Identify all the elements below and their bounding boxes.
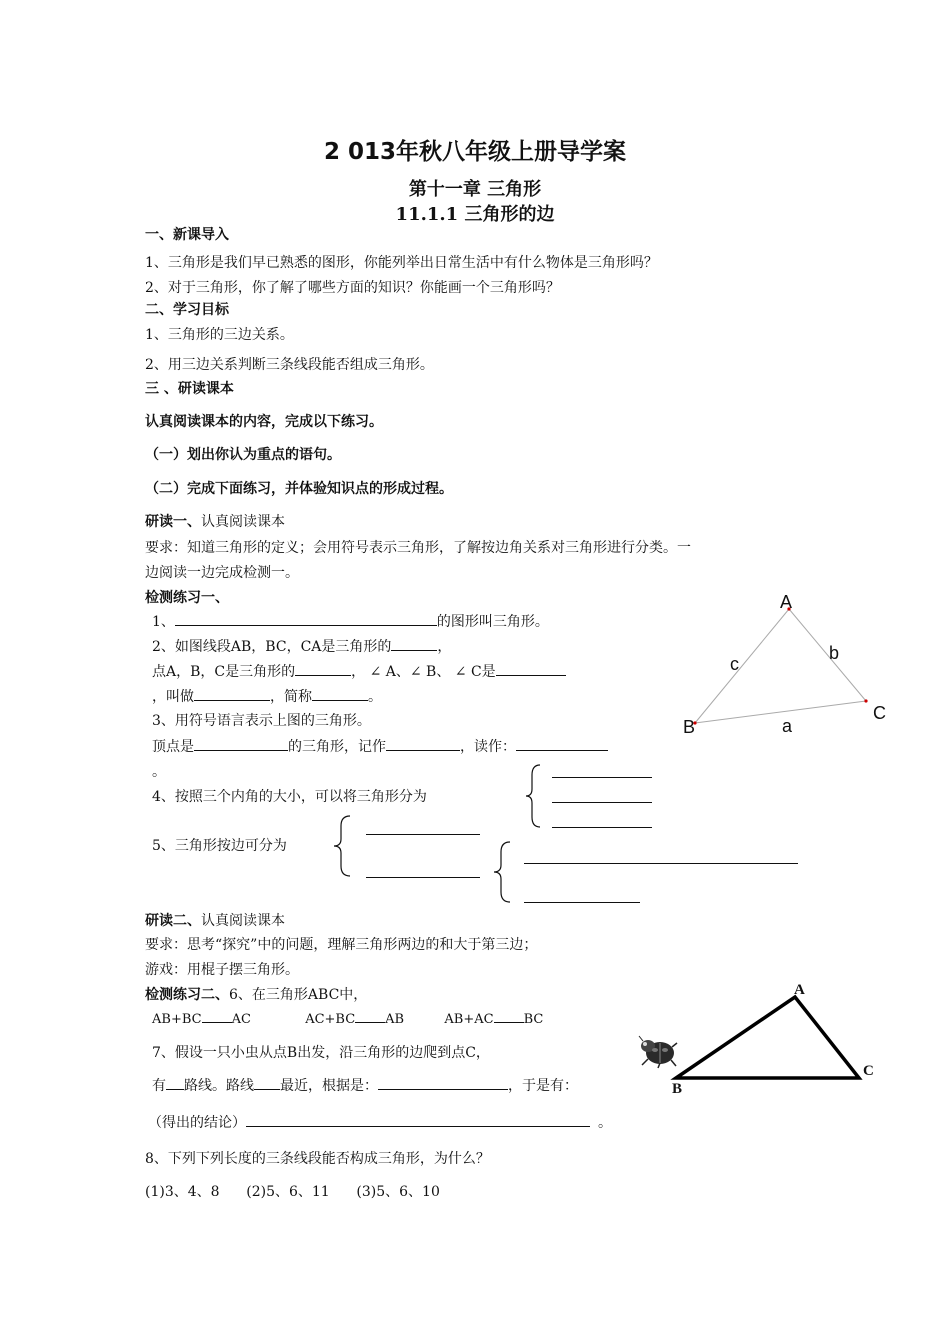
section-title: 11.1.1 三角形的边 xyxy=(395,204,555,225)
check2-q8-options: (1)3、4、8 (2)5、6、11 (3)5、6、10 xyxy=(145,1184,440,1200)
goal-1: 1、三角形的三边关系。 xyxy=(145,327,294,343)
q2-text-a: 2、如图线段AB，BC，CA是三角形的 xyxy=(152,639,392,655)
q3-text-b: 的三角形，记作 xyxy=(288,739,386,755)
q5-blank-1[interactable] xyxy=(366,834,480,835)
brace-q5-icon xyxy=(332,814,354,878)
q7-text-c: 最近，根据是： xyxy=(280,1078,378,1094)
page-title: 2 013年秋八年级上册导学案 xyxy=(323,139,627,165)
q3-blank-2[interactable] xyxy=(386,736,460,751)
q5-blank-2[interactable] xyxy=(366,877,480,878)
tri1-label-a: a xyxy=(782,716,793,736)
q7-text-a: 有 xyxy=(152,1078,166,1094)
study-line2: （一）划出你认为重点的语句。 xyxy=(145,447,341,463)
check1-q3: 3、用符号语言表示上图的三角形。 xyxy=(152,713,371,729)
check2-q7-line1: 7、假设一只小虫从点B出发，沿三角形的边爬到点C， xyxy=(152,1045,490,1061)
ineq1-left: AB+BC xyxy=(152,1012,202,1027)
study-heading: 三 、研读课本 xyxy=(145,381,234,397)
q2-text-b: ， xyxy=(437,639,452,655)
q4-blank-2[interactable] xyxy=(552,802,652,803)
q7-text-b: 路线。路线 xyxy=(184,1078,254,1094)
q2-blank-1[interactable] xyxy=(391,636,437,651)
check1-q1 xyxy=(152,611,549,631)
check2-q6: 6、在三角形ABC中， xyxy=(229,987,368,1003)
q7-text-e: （得出的结论） xyxy=(148,1115,246,1131)
check1-q2-line2 xyxy=(152,661,566,681)
q3-text-c: ，读作： xyxy=(460,739,516,755)
q7-blank-1[interactable] xyxy=(166,1075,184,1090)
intro-q1: 1、三角形是我们早已熟悉的图形，你能列举出日常生活中有什么物体是三角形吗？ xyxy=(145,255,658,271)
read1-req-2: 边阅读一边完成检测一。 xyxy=(145,565,299,581)
read2-req: 要求：思考“探究”中的问题，理解三角形两边的和大于第三边； xyxy=(145,937,538,953)
check2-q7-line3 xyxy=(148,1112,612,1132)
ineq2-right: AB xyxy=(385,1012,405,1027)
q2-blank-3[interactable] xyxy=(496,661,566,676)
check1-q4: 4、按照三个内角的大小，可以将三角形分为 xyxy=(152,789,427,805)
q3-end: 。 xyxy=(152,764,166,780)
q3-blank-3[interactable] xyxy=(516,736,608,751)
q2-text-c: 点A，B，C是三角形的 xyxy=(152,664,296,680)
brace-q4-icon xyxy=(524,763,544,829)
q4-blank-1[interactable] xyxy=(552,777,652,778)
read2-text: 认真阅读课本 xyxy=(201,913,285,929)
check1-q2-line1 xyxy=(152,636,451,656)
chapter-title: 第十一章 三角形 xyxy=(408,179,542,200)
q2-text-d: ， ∠ A、∠ B、 ∠ C是 xyxy=(351,664,496,680)
read1-label: 研读一、 xyxy=(145,514,201,530)
read1-text: 认真阅读课本 xyxy=(201,514,285,530)
q5-blank-4[interactable] xyxy=(524,902,640,903)
tri1-label-B: B xyxy=(683,717,696,737)
check2-ineq xyxy=(152,1010,543,1027)
q3-blank-1[interactable] xyxy=(194,736,288,751)
goals-heading: 二、学习目标 xyxy=(145,302,229,318)
read2-label: 研读二、 xyxy=(145,913,201,929)
q2-blank-2[interactable] xyxy=(295,661,351,676)
q3-text-a: 顶点是 xyxy=(152,739,194,755)
read2-line xyxy=(145,910,285,930)
q1-tail: 的图形叫三角形。 xyxy=(436,614,549,630)
check2-q7-line2 xyxy=(152,1075,578,1095)
ineq2-blank[interactable] xyxy=(355,1010,385,1023)
q2-blank-5[interactable] xyxy=(312,686,368,701)
q5-blank-3[interactable] xyxy=(524,863,798,864)
q7-blank-3[interactable] xyxy=(378,1075,508,1090)
check1-q2-line3 xyxy=(152,686,382,706)
q1-blank[interactable] xyxy=(175,611,437,626)
tri1-label-A: A xyxy=(780,592,793,612)
q7-blank-2[interactable] xyxy=(254,1075,280,1090)
read1-req-1: 要求：知道三角形的定义；会用符号表示三角形，了解按边角关系对三角形进行分类。一 xyxy=(145,540,691,556)
ineq1-blank[interactable] xyxy=(202,1010,232,1023)
ineq3-blank[interactable] xyxy=(494,1010,524,1023)
check2-heading: 检测练习二、 xyxy=(145,987,229,1003)
check1-heading: 检测练习一、 xyxy=(145,590,229,606)
goal-2: 2、用三边关系判断三条线段能否组成三角形。 xyxy=(145,357,434,373)
intro-q2: 2、对于三角形，你了解了哪些方面的知识？你能画一个三角形吗？ xyxy=(145,280,560,296)
q2-blank-4[interactable] xyxy=(194,686,270,701)
read1-line xyxy=(145,511,285,531)
tri2-label-A: A xyxy=(794,982,805,998)
brace-q5b-icon xyxy=(492,840,514,904)
q1-num: 1、 xyxy=(152,614,175,630)
study-line3: （二）完成下面练习，并体验知识点的形成过程。 xyxy=(145,481,453,497)
tri2-label-B: B xyxy=(672,1081,683,1097)
read2-game: 游戏：用棍子摆三角形。 xyxy=(145,962,299,978)
q7-text-f: 。 xyxy=(598,1115,612,1131)
ineq1-right: AC xyxy=(231,1012,251,1027)
ineq2-left: AC+BC xyxy=(305,1012,356,1027)
tri1-label-C: C xyxy=(873,703,886,723)
triangle-bug-figure xyxy=(660,980,900,1100)
ineq3-left: AB+AC xyxy=(444,1012,494,1027)
check2-q8: 8、下列下列长度的三条线段能否构成三角形，为什么？ xyxy=(145,1151,490,1167)
q2-text-g: 。 xyxy=(368,689,382,705)
q7-text-d: ，于是有： xyxy=(508,1078,578,1094)
q2-text-f: ，简称 xyxy=(270,689,312,705)
check1-q3-fill xyxy=(152,736,608,756)
tri2-label-C: C xyxy=(863,1063,874,1079)
q4-blank-3[interactable] xyxy=(552,827,652,828)
ineq3-right: BC xyxy=(523,1012,544,1027)
check1-q5: 5、三角形按边可分为 xyxy=(152,838,287,854)
check2-line xyxy=(145,984,367,1004)
tri1-label-c: c xyxy=(730,654,739,674)
tri1-label-b: b xyxy=(829,643,840,663)
intro-heading: 一、新课导入 xyxy=(145,227,229,243)
q2-text-e: ，叫做 xyxy=(152,689,194,705)
q7-blank-4[interactable] xyxy=(246,1112,590,1127)
study-line1: 认真阅读课本的内容，完成以下练习。 xyxy=(145,414,383,430)
